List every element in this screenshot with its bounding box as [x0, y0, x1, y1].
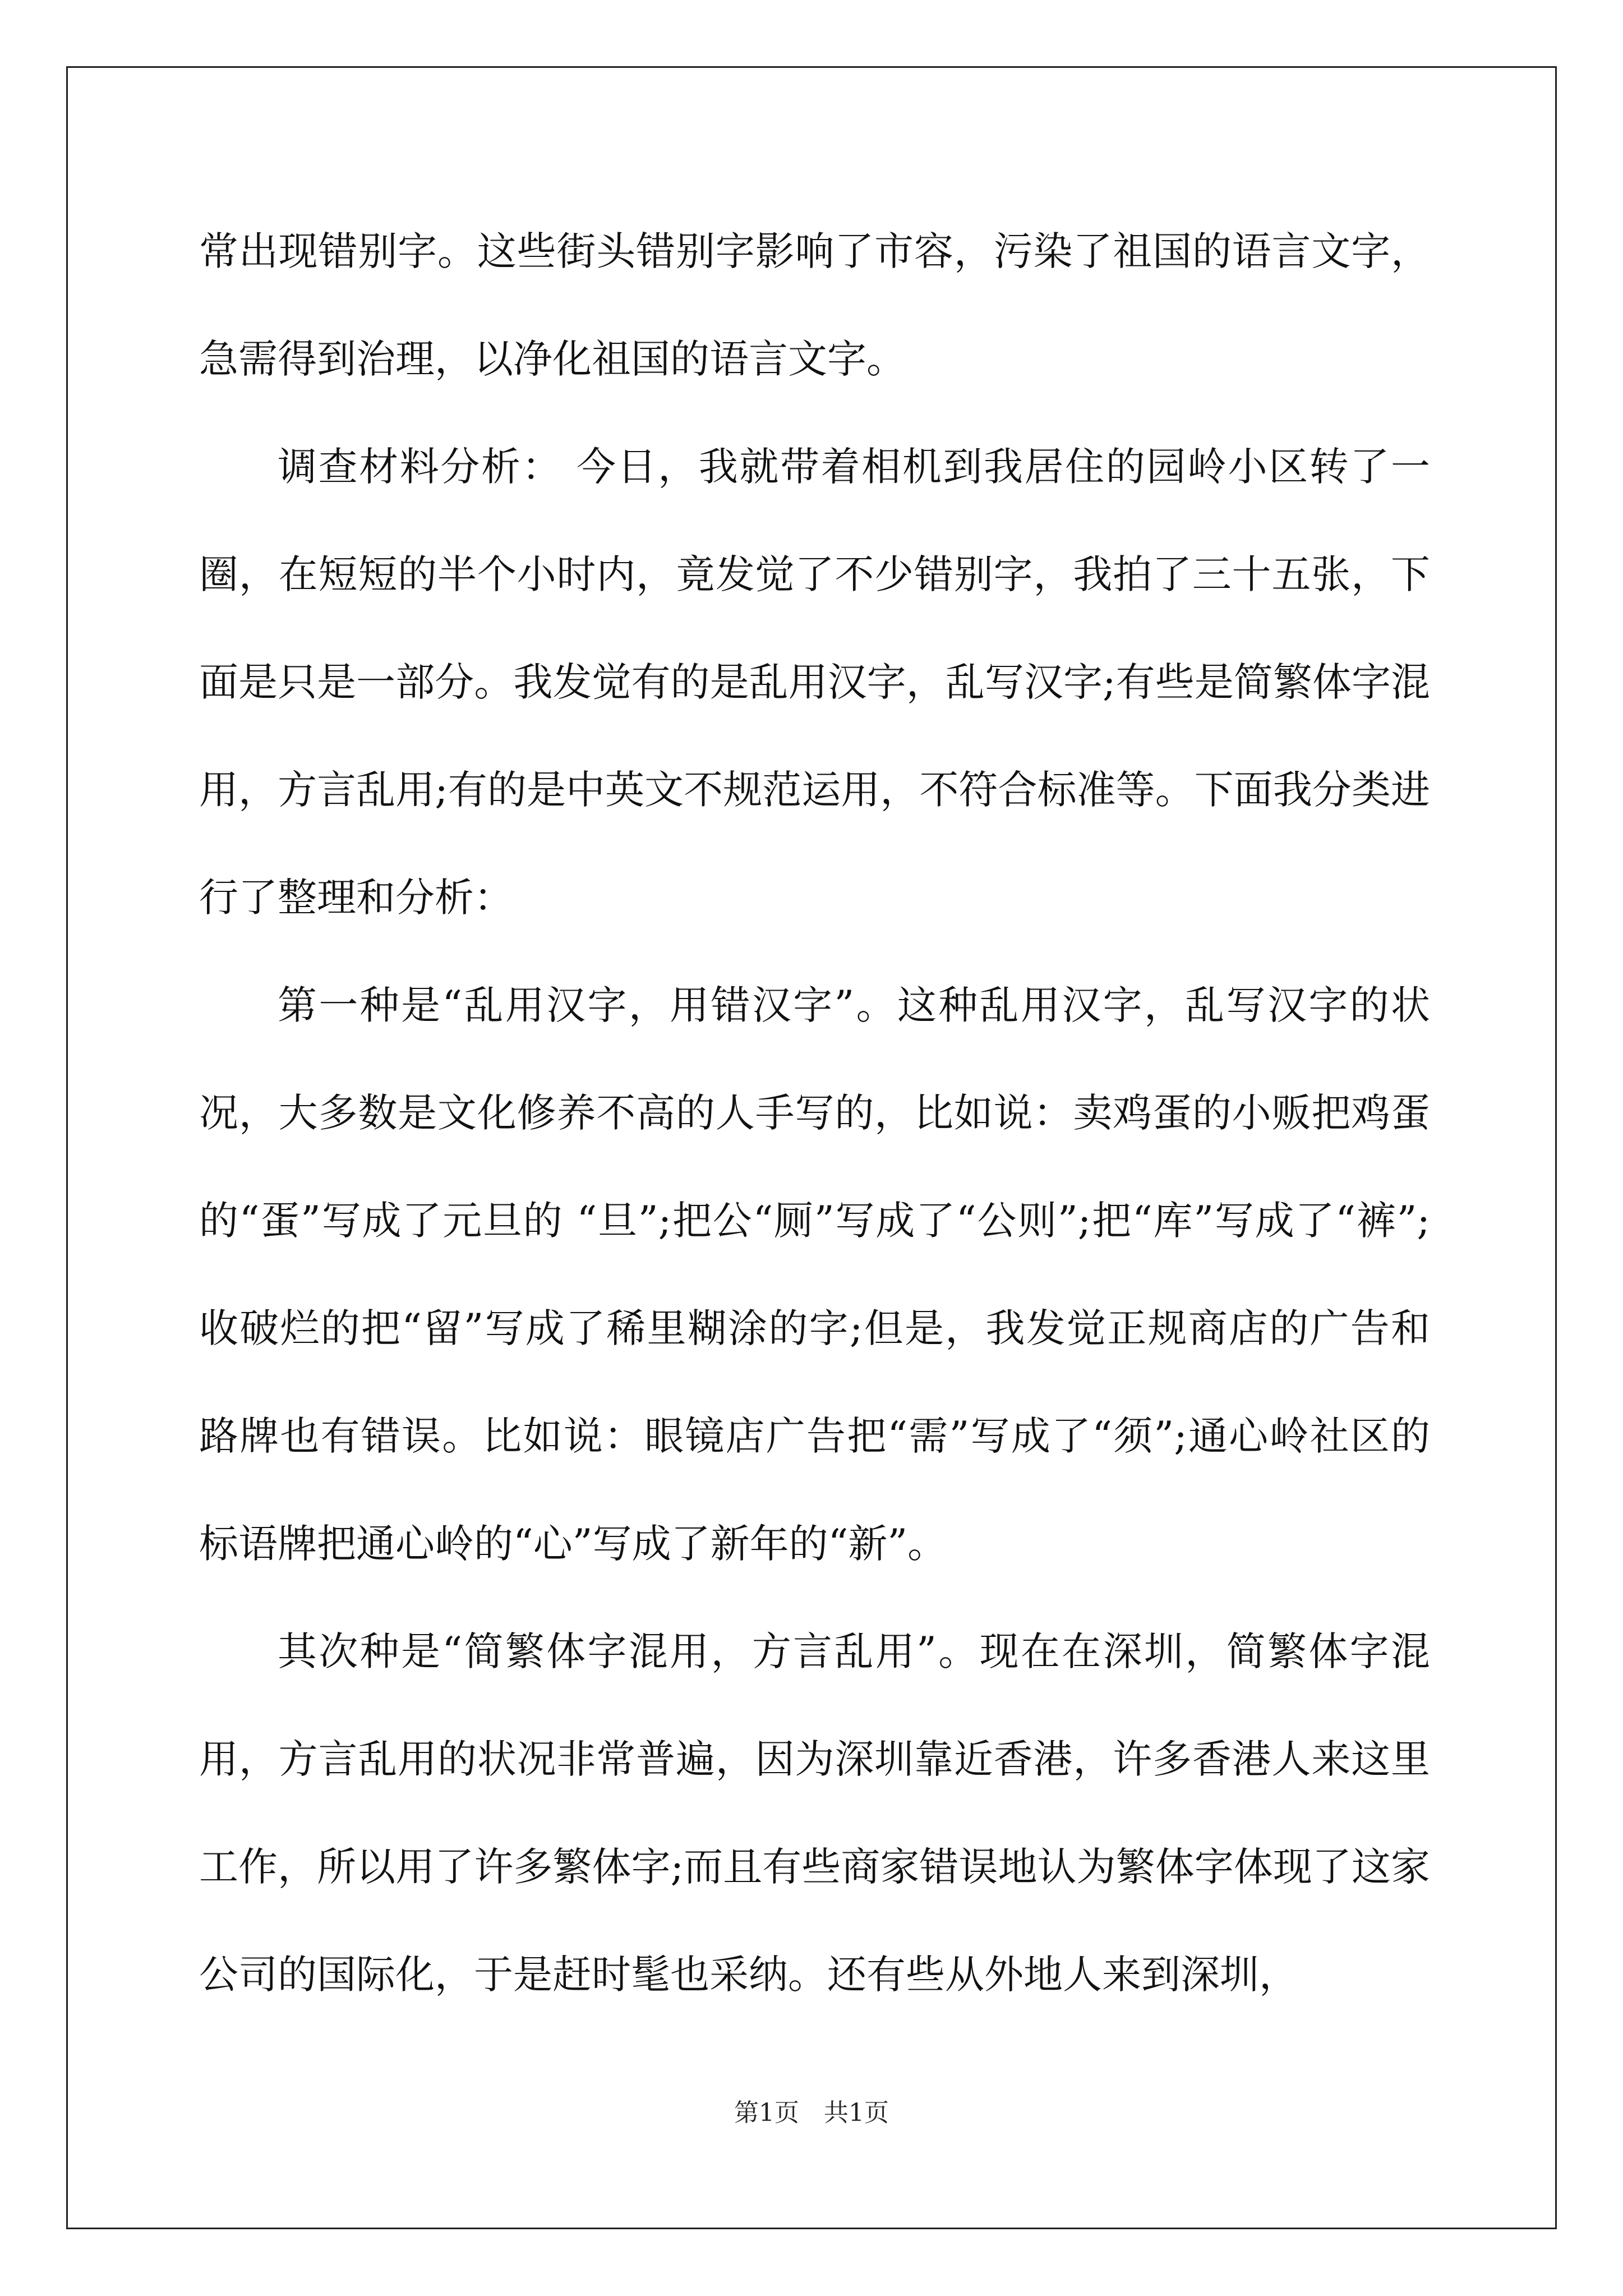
paragraph-4: 其次种是“简繁体字混用，方言乱用”。现在在深圳，简繁体字混用，方言乱用的状况非常普遍，因为深圳靠近香港，许多香港人来这里工作，所以用了许多繁体字;而且有些商家错误地认为繁体字体现了这家公司的国际化，于是赶时髦也采纳。还有些从外地人来到深圳，	[199, 1628, 1430, 1998]
paragraph-1: 常出现错别字。这些街头错别字影响了市容，污染了祖国的语言文字，急需得到治理，以净化祖国的语言文字。	[199, 228, 1430, 382]
page-footer	[0, 2092, 1623, 2128]
document-body	[199, 197, 1430, 2028]
page-number-label: 第1页 共1页	[734, 2099, 889, 2127]
paragraph-2: 调查材料分析： 今日，我就带着相机到我居住的园岭小区转了一圈，在短短的半个小时内，竟发觉了不少错别字，我拍了三十五张，下面是只是一部分。我发觉有的是乱用汉字，乱写汉字;有些是简繁体字混用，方言乱用;有的是中英文不规范运用，不符合标准等。下面我分类进行了整理和分析：	[199, 444, 1430, 921]
paragraph-3: 第一种是“乱用汉字，用错汉字”。这种乱用汉字，乱写汉字的状况，大多数是文化修养不高的人手写的，比如说：卖鸡蛋的小贩把鸡蛋的“蛋”写成了元旦的 “旦”;把公“厕”写成了“公则”;把“库”写成了“裤”;收破烂的把“留”写成了稀里糊涂的字;但是，我发觉正规商店的广告和路牌也有错误。比如说：眼镜店广告把“需”写成了“须”;通心岭社区的标语牌把通心岭的“心”写成了新年的“新”。	[199, 982, 1430, 1567]
